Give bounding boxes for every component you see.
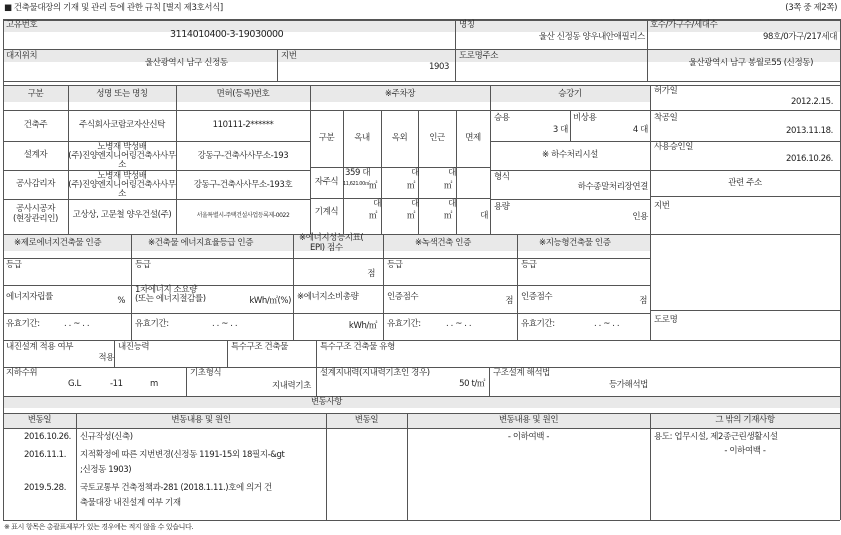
contractor-reg: 서울특별시-주택건설사업등록제-0022 — [196, 212, 290, 219]
bearing-capacity-value: 50 t/㎡ — [459, 379, 485, 389]
parking-mech-near-unit: ㎡ — [443, 211, 452, 221]
contractor-label-a: 공사시공자 — [15, 204, 56, 214]
smart-cert-score-unit: 점 — [639, 296, 647, 306]
people-header-div: 구분 — [27, 89, 44, 99]
changes-header-date-right: 변동일 — [354, 415, 379, 425]
groundwater-label: 지하수위 — [6, 368, 38, 378]
energy-total-label: ※에너지소비총량 — [297, 292, 359, 302]
parking-self-in: 359 대 — [345, 168, 371, 178]
change-date-2: 2016.11.1. — [24, 450, 66, 460]
green-valid-label: 유효기간: — [387, 319, 421, 329]
supervisor-name-b: (주)진양엔지니어링건축사사무 — [68, 180, 176, 190]
parking-self-near: 대 — [448, 168, 456, 178]
form-title: ■ 건축물대장의 기재 및 관리 등에 관한 규칙 [별지 제3호서식] — [4, 3, 223, 13]
name-value: 울산 신정동 양우내안애필리스 — [538, 32, 645, 42]
eff-valid-label: 유효기간: — [135, 319, 169, 329]
parking-mech-in-unit: ㎡ — [368, 211, 377, 221]
green-building-title: ※녹색건축 인증 — [415, 238, 471, 248]
other-items-blank: - 이하여백 - — [724, 446, 766, 456]
eff-grade-label: 등급 — [135, 260, 151, 270]
supervisor-name-a: 노병재 박성배 — [97, 171, 147, 181]
parking-mech-in: 대 — [373, 199, 381, 209]
zero-energy-title: ※제로에너지건축물 인증 — [14, 238, 102, 248]
change-right-blank: - 이하여백 - — [507, 432, 550, 442]
road-value: 울산광역시 남구 봉월로55 (신정동) — [688, 58, 813, 68]
self-rate-unit: % — [117, 296, 125, 306]
change-content-2a: 지적확정에 따른 지번변경(신정동 1191-15외 18필지-&gt — [80, 450, 285, 460]
change-date-3: 2019.5.28. — [24, 483, 66, 493]
zero-grade-label: 등급 — [6, 260, 22, 270]
footnote: ※ 표시 항목은 총괄표제부가 있는 경우에는 적지 않을 수 있습니다. — [4, 523, 194, 531]
designer-label: 설계자 — [23, 150, 48, 160]
approval-date-value: 2016.10.26. — [786, 154, 833, 164]
designer-name-c: 소 — [118, 160, 126, 170]
name-label: 명칭 — [459, 20, 475, 30]
units-value: 98호/0가구/217세대 — [762, 32, 837, 42]
change-content-1: 신규작성(신축) — [80, 432, 133, 442]
green-grade-label: 등급 — [387, 260, 403, 270]
related-lot-label: 지번 — [654, 201, 670, 211]
smart-valid-label: 유효기간: — [521, 319, 555, 329]
change-content-2b: ;신정동 1903) — [80, 465, 132, 475]
energy-total-unit: kWh/㎡ — [348, 321, 377, 331]
parking-mech-out-unit: ㎡ — [406, 211, 415, 221]
energy-efficiency-title: ※건축물 에너지효율등급 인증 — [148, 238, 254, 248]
approval-date-label: 사용승인일 — [654, 142, 694, 152]
elevator-emergency-value: 4 대 — [632, 125, 648, 135]
parking-mech-label: 기계식 — [314, 207, 339, 217]
seismic-apply-value: 적용 — [98, 353, 114, 363]
changes-header-content-left: 변동내용 및 원인 — [171, 415, 231, 425]
start-date-value: 2013.11.18. — [786, 126, 833, 136]
groundwater-value: -11 — [110, 379, 123, 389]
page-indicator: (3쪽 중 제2쪽) — [785, 3, 837, 13]
id-value: 3114010400-3-19030000 — [170, 29, 284, 40]
green-cert-score-label: 인증점수 — [387, 292, 419, 302]
changes-header-date-left: 변동일 — [27, 415, 52, 425]
site-value: 울산광역시 남구 신정동 — [145, 58, 228, 68]
groundwater-unit: m — [150, 379, 158, 389]
parking-header-exempt: 면제 — [465, 133, 481, 143]
parking-self-in-area: 11,621.00㎡ — [343, 181, 370, 187]
analysis-method-value: 등가해석법 — [608, 380, 648, 390]
epi-title-b: EPI) 점수 — [310, 243, 343, 253]
parking-self-out: 대 — [411, 168, 419, 178]
changes-header-content-right: 변동내용 및 원인 — [498, 415, 559, 425]
permit-date-value: 2012.2.15. — [791, 97, 833, 107]
people-header-reg: 면허(등록)번호 — [216, 89, 270, 99]
parking-self-near-unit: ㎡ — [443, 181, 452, 191]
supervisor-reg: 강동구-건축사사무소-193호 — [193, 180, 293, 190]
elevator-emergency-label: 비상용 — [573, 113, 597, 123]
owner-label: 건축주 — [23, 120, 48, 130]
permit-date-label: 허가일 — [654, 86, 678, 96]
green-valid-dots: . . ~ . . — [446, 319, 472, 329]
seismic-apply-label: 내진설계 적용 여부 — [6, 342, 74, 352]
owner-reg: 110111-2****** — [212, 120, 274, 130]
parking-mech-out: 대 — [411, 199, 419, 209]
foundation-type-value: 지내력기초 — [271, 381, 311, 391]
site-label: 대지위치 — [6, 51, 38, 61]
change-date-1: 2016.10.26. — [24, 432, 71, 442]
green-cert-score-unit: 점 — [505, 296, 513, 306]
contractor-name: 고상상, 고문철 양우건설(주) — [72, 210, 172, 220]
eff-valid-dots: . . ~ . . — [212, 319, 238, 329]
parking-header-div: 구분 — [318, 133, 335, 143]
foundation-label: 기초형식 — [190, 368, 222, 378]
groundwater-gl: G.L — [68, 379, 81, 389]
start-date-label: 착공일 — [654, 113, 678, 123]
related-road-label: 도로명 — [654, 315, 678, 325]
people-header-name: 성명 또는 명칭 — [96, 89, 148, 99]
road-label: 도로명주소 — [459, 51, 499, 61]
epi-title-a: ※에너지성능지표( — [299, 233, 364, 243]
zero-valid-dots: . . ~ . . — [64, 319, 90, 329]
lot-label: 지번 — [281, 51, 297, 61]
change-content-3b: 축물대장 내진설계 여부 기재 — [80, 498, 181, 508]
parking-title: ※주차장 — [384, 89, 416, 99]
other-items-usage: 용도: 업무시설, 제2종근린생활시설 — [654, 432, 778, 442]
parking-header-out: 옥외 — [391, 133, 408, 143]
parking-self-in-unit: ㎡ — [368, 181, 377, 191]
self-rate-label: 에너지자립률 — [6, 292, 53, 302]
contractor-label-b: (현장관리인) — [13, 214, 58, 224]
elevator-title: 승강기 — [558, 89, 582, 99]
elevator-passenger-label: 승용 — [494, 113, 510, 123]
smart-cert-score-label: 인증점수 — [521, 292, 553, 302]
supervisor-name-c: 소 — [118, 189, 126, 199]
smart-building-title: ※지능형건축물 인증 — [539, 238, 611, 248]
designer-name-a: 노병재 박성배 — [97, 142, 147, 152]
parking-exempt-value: 대 — [480, 211, 488, 221]
sewage-capacity-label: 용량 — [494, 202, 510, 212]
smart-valid-dots: . . ~ . . — [594, 319, 620, 329]
designer-reg: 강동구-건축사사무소-193 — [197, 151, 289, 161]
zero-valid-label: 유효기간: — [6, 319, 40, 329]
special-structure-type-label: 특수구조 건축물 유형 — [320, 342, 395, 352]
changes-header-other: 그 밖의 기재사항 — [715, 415, 775, 425]
analysis-method-label: 구조설계 해석법 — [493, 368, 550, 378]
owner-name: 주식회사코람코자산신탁 — [79, 120, 165, 130]
seismic-ability-label: 내진능력 — [118, 342, 150, 352]
parking-self-label: 자주식 — [314, 177, 339, 187]
sewage-capacity-value: 인용 — [632, 212, 648, 222]
id-label: 고유번호 — [6, 20, 38, 30]
change-content-3a: 국토교통부 건축정책과-281 (2018.1.11.)호에 의거 건 — [80, 483, 272, 493]
lot-value: 1903 — [428, 62, 449, 72]
smart-grade-label: 등급 — [521, 260, 537, 270]
primary-energy-unit: kWh/㎡(%) — [249, 296, 291, 306]
related-address-label: 관련 주소 — [728, 178, 762, 188]
designer-name-b: (주)진양엔지니어링건축사사무 — [68, 151, 176, 161]
parking-mech-near: 대 — [448, 199, 456, 209]
sewage-title: ※ 하수처리시설 — [542, 150, 598, 160]
primary-energy-a: 1차에너지 소요량 — [135, 285, 197, 295]
units-label: 호수/가구수/세대수 — [650, 20, 718, 30]
elevator-passenger-value: 3 대 — [552, 125, 568, 135]
epi-score-unit: 점 — [367, 269, 375, 279]
bearing-capacity-label: 설계지내력(지내력기초인 경우) — [320, 368, 430, 378]
parking-header-near: 인근 — [429, 133, 445, 143]
primary-energy-b: (또는 에너지절감률) — [135, 294, 206, 304]
sewage-type-label: 형식 — [494, 172, 510, 182]
changes-title: 변동사항 — [310, 397, 343, 407]
sewage-type-value: 하수종말처리장연결 — [577, 182, 648, 192]
parking-self-out-unit: ㎡ — [406, 181, 415, 191]
parking-header-in: 옥내 — [354, 133, 370, 143]
special-structure-label: 특수구조 건축물 — [231, 342, 288, 352]
supervisor-label: 공사감리자 — [15, 179, 56, 189]
